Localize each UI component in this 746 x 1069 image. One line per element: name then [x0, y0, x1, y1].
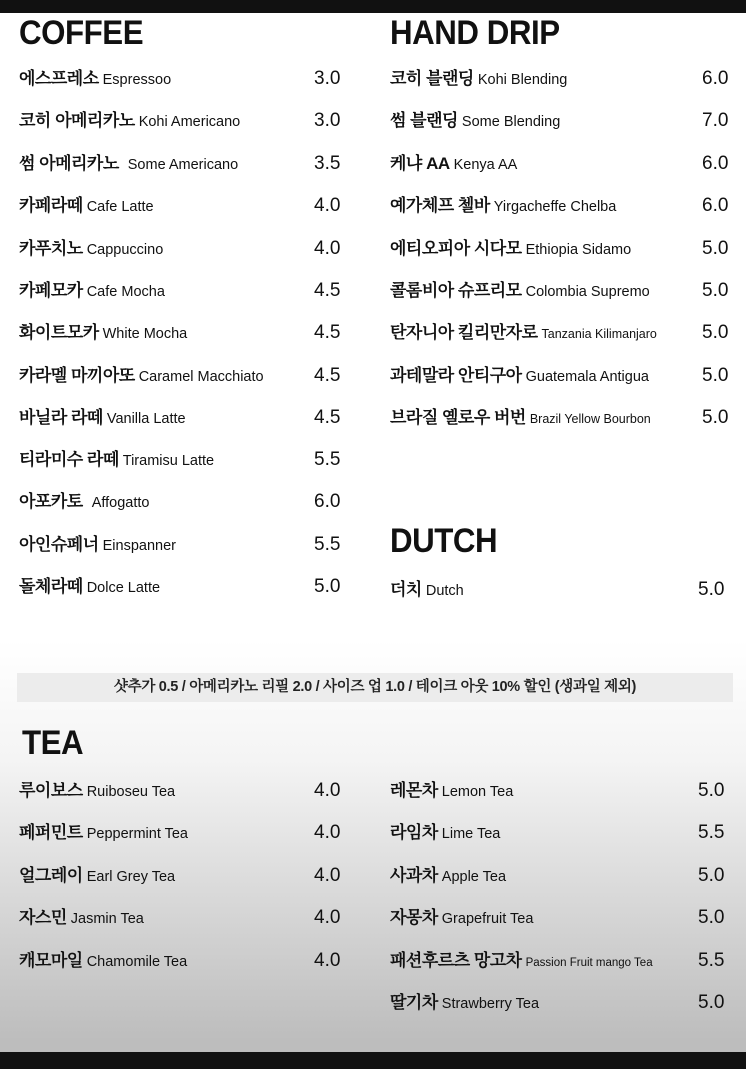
item-price: 5.0 — [702, 280, 729, 301]
bottom-border — [0, 1052, 746, 1069]
menu-item-brazil-yellow-bourbon — [390, 403, 651, 433]
item-name-en: Jasmin Tea — [70, 911, 144, 927]
menu-item-espresso — [19, 64, 171, 94]
item-price: 5.5 — [698, 950, 725, 971]
item-name-kr: 에스프레소 — [19, 69, 99, 88]
dutch-title: DUTCH — [390, 522, 498, 560]
menu-item-ethiopia-sidamo — [390, 234, 631, 264]
item-name-kr: 카페라떼 — [19, 196, 83, 215]
tea-list-right — [390, 776, 735, 1021]
item-name-kr: 딸기차 — [390, 993, 438, 1012]
item-price: 4.0 — [314, 950, 341, 971]
hand-drip-list — [390, 64, 735, 444]
item-name-kr: 썸 아메리카노 — [19, 154, 119, 173]
menu-item-lime-tea — [390, 818, 500, 848]
menu-item-earl-grey-tea — [19, 861, 175, 891]
item-price: 5.0 — [702, 238, 729, 259]
item-name-kr: 콜롬비아 슈프리모 — [390, 281, 522, 300]
menu-item-chamomile-tea — [19, 946, 187, 976]
menu-item-kohi-blending — [390, 64, 567, 94]
menu-item-ruiboseu-tea — [19, 776, 175, 806]
item-name-en: Passion Fruit mango Tea — [525, 957, 653, 969]
item-price: 5.0 — [702, 365, 729, 386]
item-price: 5.0 — [702, 322, 729, 343]
item-price: 4.0 — [314, 238, 341, 259]
item-price: 6.0 — [702, 153, 729, 174]
menu-item-yirgacheffe-chelba — [390, 191, 616, 221]
coffee-list — [19, 64, 349, 604]
item-name-en: Some Americano — [127, 157, 239, 173]
menu-item-einspanner — [19, 530, 176, 560]
item-name-en: Kohi Blending — [477, 72, 568, 88]
menu-item-vanilla-latte — [19, 403, 186, 433]
dutch-list — [390, 575, 735, 607]
item-name-en: Yirgacheffe Chelba — [493, 199, 617, 215]
options-notice: 샷추가 0.5 / 아메리카노 리필 2.0 / 사이즈 업 1.0 / 테이크 아웃 10% 할인 (생과일 제외) — [17, 673, 733, 702]
item-name-en: White Mocha — [102, 326, 188, 342]
item-price: 4.0 — [314, 907, 341, 928]
menu-item-cafe-latte — [19, 191, 154, 221]
menu-item-tiramisu-latte — [19, 445, 214, 475]
item-name-kr: 브라질 옐로우 버번 — [390, 408, 526, 427]
menu-item-white-mocha — [19, 318, 187, 348]
item-name-kr: 카페모카 — [19, 281, 83, 300]
item-price: 5.5 — [314, 534, 341, 555]
item-name-kr: 라임차 — [390, 823, 438, 842]
menu-item-kenya-aa — [390, 149, 517, 179]
item-name-en: Cafe Mocha — [86, 284, 165, 300]
item-name-en: Ethiopia Sidamo — [525, 242, 632, 258]
item-price: 4.5 — [314, 322, 341, 343]
item-price: 3.0 — [314, 68, 341, 89]
menu-item-jasmin-tea — [19, 903, 144, 933]
item-price: 6.0 — [702, 68, 729, 89]
item-name-en: Affogatto — [91, 495, 150, 511]
item-price: 5.0 — [698, 780, 725, 801]
item-price: 4.0 — [314, 822, 341, 843]
item-price: 6.0 — [314, 491, 341, 512]
item-name-kr: 화이트모카 — [19, 323, 99, 342]
tea-title: TEA — [22, 724, 84, 762]
item-price: 5.0 — [698, 992, 725, 1013]
item-name-kr: 티라미수 라떼 — [19, 450, 119, 469]
item-price: 4.5 — [314, 407, 341, 428]
item-name-kr: 카라멜 마끼아또 — [19, 366, 135, 385]
item-name-en: Lemon Tea — [441, 784, 514, 800]
item-name-kr: 카푸치노 — [19, 239, 83, 258]
item-name-kr: 코히 아메리카노 — [19, 111, 135, 130]
item-name-en: Brazil Yellow Bourbon — [529, 412, 651, 426]
item-price: 4.5 — [314, 280, 341, 301]
menu-item-some-blending — [390, 106, 560, 136]
item-name-kr: 루이보스 — [19, 781, 83, 800]
item-name-en: Einspanner — [102, 538, 176, 554]
menu-item-dutch — [390, 575, 464, 605]
menu-item-dolce-latte — [19, 572, 160, 602]
item-name-kr: 자스민 — [19, 908, 67, 927]
item-price: 5.0 — [698, 907, 725, 928]
item-name-kr: 아인슈페너 — [19, 535, 99, 554]
item-name-kr: 예가체프 첼바 — [390, 196, 490, 215]
item-name-en: Kenya AA — [453, 157, 518, 173]
item-name-en: Ruiboseu Tea — [86, 784, 176, 800]
coffee-title: COFFEE — [19, 14, 144, 52]
menu-item-lemon-tea — [390, 776, 513, 806]
item-name-kr: 코히 블랜딩 — [390, 69, 474, 88]
tea-list-left — [19, 776, 349, 976]
item-name-kr: 자몽차 — [390, 908, 438, 927]
menu-item-some-americano — [19, 149, 238, 179]
item-name-kr: 과테말라 안티구아 — [390, 366, 522, 385]
item-name-en: Guatemala Antigua — [525, 369, 649, 385]
menu-item-apple-tea — [390, 861, 506, 891]
top-border — [0, 0, 746, 13]
menu-item-caramel-macchiato — [19, 361, 264, 391]
item-name-en: Vanilla Latte — [106, 411, 186, 427]
item-name-en: Tiramisu Latte — [122, 453, 215, 469]
item-name-en: Cappuccino — [86, 242, 164, 258]
menu-item-peppermint-tea — [19, 818, 188, 848]
item-name-en: Lime Tea — [441, 826, 501, 842]
menu-item-cafe-mocha — [19, 276, 165, 306]
item-price: 4.0 — [314, 195, 341, 216]
item-name-en: Some Blending — [461, 114, 561, 130]
menu-item-kohi-americano — [19, 106, 240, 136]
item-price: 4.5 — [314, 365, 341, 386]
item-price: 4.0 — [314, 780, 341, 801]
item-price: 5.0 — [698, 579, 725, 600]
item-price: 5.0 — [698, 865, 725, 886]
item-price: 5.0 — [702, 407, 729, 428]
item-name-en: Espressoo — [102, 72, 172, 88]
item-name-en: Strawberry Tea — [441, 996, 540, 1012]
item-name-kr: 사과차 — [390, 866, 438, 885]
menu-item-affogatto — [19, 487, 149, 517]
item-name-en: Colombia Supremo — [525, 284, 650, 300]
item-name-kr: 바닐라 라떼 — [19, 408, 103, 427]
item-price: 5.0 — [314, 576, 341, 597]
item-name-kr: 레몬차 — [390, 781, 438, 800]
item-name-en: Dolce Latte — [86, 580, 161, 596]
item-name-kr: 페퍼민트 — [19, 823, 83, 842]
menu-item-cappuccino — [19, 234, 163, 264]
item-price: 5.5 — [698, 822, 725, 843]
menu-item-tanzania-kilimanjaro — [390, 318, 657, 348]
item-price: 7.0 — [702, 110, 729, 131]
item-price: 3.0 — [314, 110, 341, 131]
item-name-en: Peppermint Tea — [86, 826, 188, 842]
menu-item-grapefruit-tea — [390, 903, 533, 933]
item-price: 6.0 — [702, 195, 729, 216]
item-name-kr: 아포카토 — [19, 492, 83, 511]
item-name-kr: 돌체라떼 — [19, 577, 83, 596]
item-name-en: Cafe Latte — [86, 199, 154, 215]
item-name-en: Kohi Americano — [138, 114, 241, 130]
item-price: 3.5 — [314, 153, 341, 174]
menu-item-passion-fruit-mango-tea — [390, 946, 653, 976]
item-name-kr: 더치 — [390, 580, 422, 599]
item-name-en: Tanzania Kilimanjaro — [541, 327, 657, 341]
item-price: 4.0 — [314, 865, 341, 886]
item-name-en: Caramel Macchiato — [138, 369, 264, 385]
menu-item-strawberry-tea — [390, 988, 539, 1018]
item-name-en: Chamomile Tea — [86, 954, 188, 970]
item-name-kr: 에티오피아 시다모 — [390, 239, 522, 258]
item-name-en: Earl Grey Tea — [86, 869, 176, 885]
item-name-en: Dutch — [425, 583, 464, 599]
item-name-kr: 케냐 AA — [390, 154, 450, 173]
item-name-kr: 얼그레이 — [19, 866, 83, 885]
menu-item-guatemala-antigua — [390, 361, 649, 391]
item-name-kr: 캐모마일 — [19, 951, 83, 970]
item-name-kr: 탄자니아 킬리만자로 — [390, 323, 538, 342]
item-name-kr: 패션후르츠 망고차 — [390, 951, 522, 970]
hand-drip-title: HAND DRIP — [390, 14, 560, 52]
item-name-kr: 썸 블랜딩 — [390, 111, 458, 130]
item-name-en: Grapefruit Tea — [441, 911, 534, 927]
item-name-en: Apple Tea — [441, 869, 507, 885]
item-price: 5.5 — [314, 449, 341, 470]
menu-item-colombia-supremo — [390, 276, 650, 306]
